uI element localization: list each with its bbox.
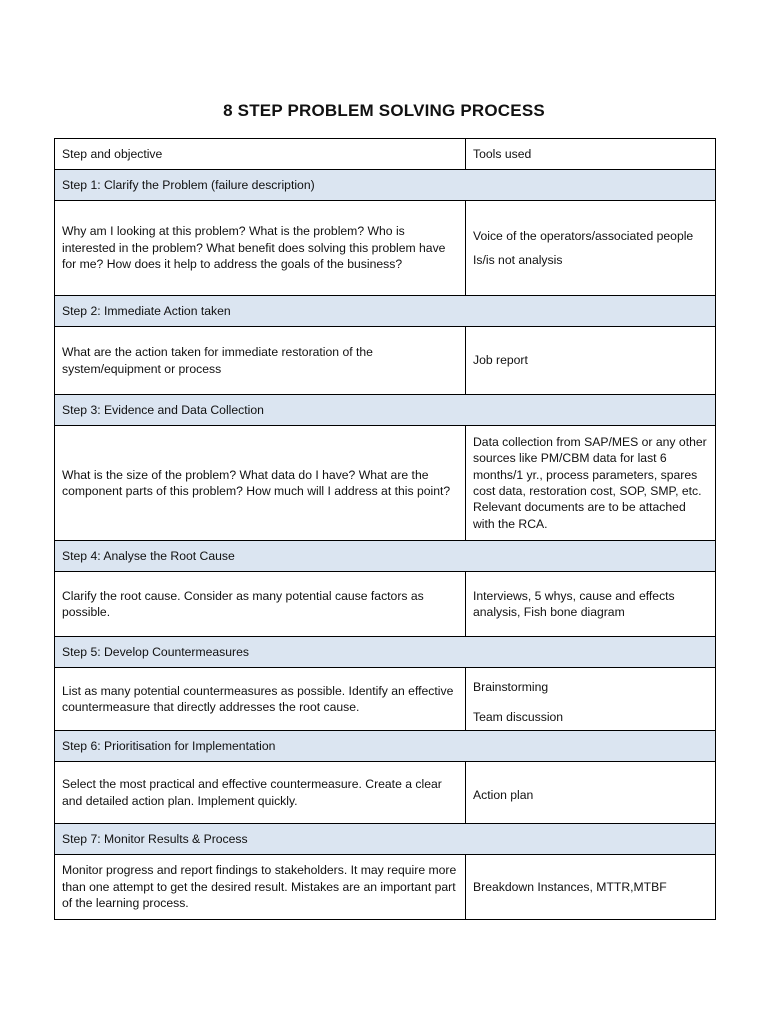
- step-content-row: [55, 668, 716, 731]
- step-content-row: [55, 201, 716, 296]
- tool-item: Team discussion: [473, 710, 564, 724]
- tool-item: Brainstorming: [473, 679, 549, 694]
- step-1-heading: Step 1: Clarify the Problem (failure description): [55, 170, 716, 201]
- step-5-tools: [466, 668, 716, 731]
- step-5-objective: List as many potential countermeasures as possible. Identify an effective countermeasure that directly addresses the root cause.: [55, 668, 466, 731]
- step-heading-row: [55, 395, 716, 426]
- step-heading-row: [55, 637, 716, 668]
- tool-item: Breakdown Instances, MTTR,MTBF: [473, 879, 667, 894]
- step-6-heading: Step 6: Prioritisation for Implementation: [55, 731, 716, 762]
- step-5-heading: Step 5: Develop Countermeasures: [55, 637, 716, 668]
- header-tools-used: Tools used: [466, 139, 716, 170]
- step-7-tools: [466, 855, 716, 920]
- tool-item: Interviews, 5 whys, cause and effects analysis, Fish bone diagram: [473, 588, 675, 619]
- step-2-heading: Step 2: Immediate Action taken: [55, 296, 716, 327]
- step-content-row: [55, 855, 716, 920]
- step-heading-row: [55, 170, 716, 201]
- step-6-tools: [466, 762, 716, 824]
- tool-item: Voice of the operators/associated people: [473, 228, 694, 243]
- step-4-tools: [466, 572, 716, 637]
- steps-table: [54, 138, 716, 920]
- step-1-tools: [466, 201, 716, 296]
- step-3-objective: What is the size of the problem? What data do I have? What are the component parts of this problem? How much will I address at this point?: [55, 426, 466, 541]
- tool-item: Action plan: [473, 788, 534, 803]
- step-content-row: [55, 762, 716, 824]
- step-content-row: [55, 327, 716, 395]
- step-2-tools: [466, 327, 716, 395]
- document-title: 8 STEP PROBLEM SOLVING PROCESS: [223, 101, 545, 120]
- step-1-objective: Why am I looking at this problem? What is the problem? Who is interested in the problem? What benefit does solving this problem have for me? How does it help to address the goals of the business?: [55, 201, 466, 296]
- tool-item: Data collection from SAP/MES or any other sources like PM/CBM data for last 6 months/1 yr., process parameters, spares cost data, restoration cost, SOP, SMP, etc. Relevant documents are to be attached with the RCA.: [473, 434, 707, 531]
- step-4-objective: Clarify the root cause. Consider as many potential cause factors as possible.: [55, 572, 466, 637]
- tool-item: Is/is not analysis: [473, 253, 563, 267]
- step-heading-row: [55, 824, 716, 855]
- step-heading-row: [55, 296, 716, 327]
- step-6-objective: Select the most practical and effective countermeasure. Create a clear and detailed action plan. Implement quickly.: [55, 762, 466, 824]
- step-7-objective: Monitor progress and report findings to stakeholders. It may require more than one attempt to get the desired result. Mistakes are an important part of the learning process.: [55, 855, 466, 920]
- step-3-tools: [466, 426, 716, 541]
- step-7-heading: Step 7: Monitor Results & Process: [55, 824, 716, 855]
- table-header-row: [55, 139, 716, 170]
- step-heading-row: [55, 731, 716, 762]
- tool-item: Job report: [473, 353, 528, 368]
- step-content-row: [55, 572, 716, 637]
- step-4-heading: Step 4: Analyse the Root Cause: [55, 541, 716, 572]
- step-heading-row: [55, 541, 716, 572]
- header-step-objective: Step and objective: [55, 139, 466, 170]
- step-content-row: [55, 426, 716, 541]
- step-2-objective: What are the action taken for immediate restoration of the system/equipment or process: [55, 327, 466, 395]
- step-3-heading: Step 3: Evidence and Data Collection: [55, 395, 716, 426]
